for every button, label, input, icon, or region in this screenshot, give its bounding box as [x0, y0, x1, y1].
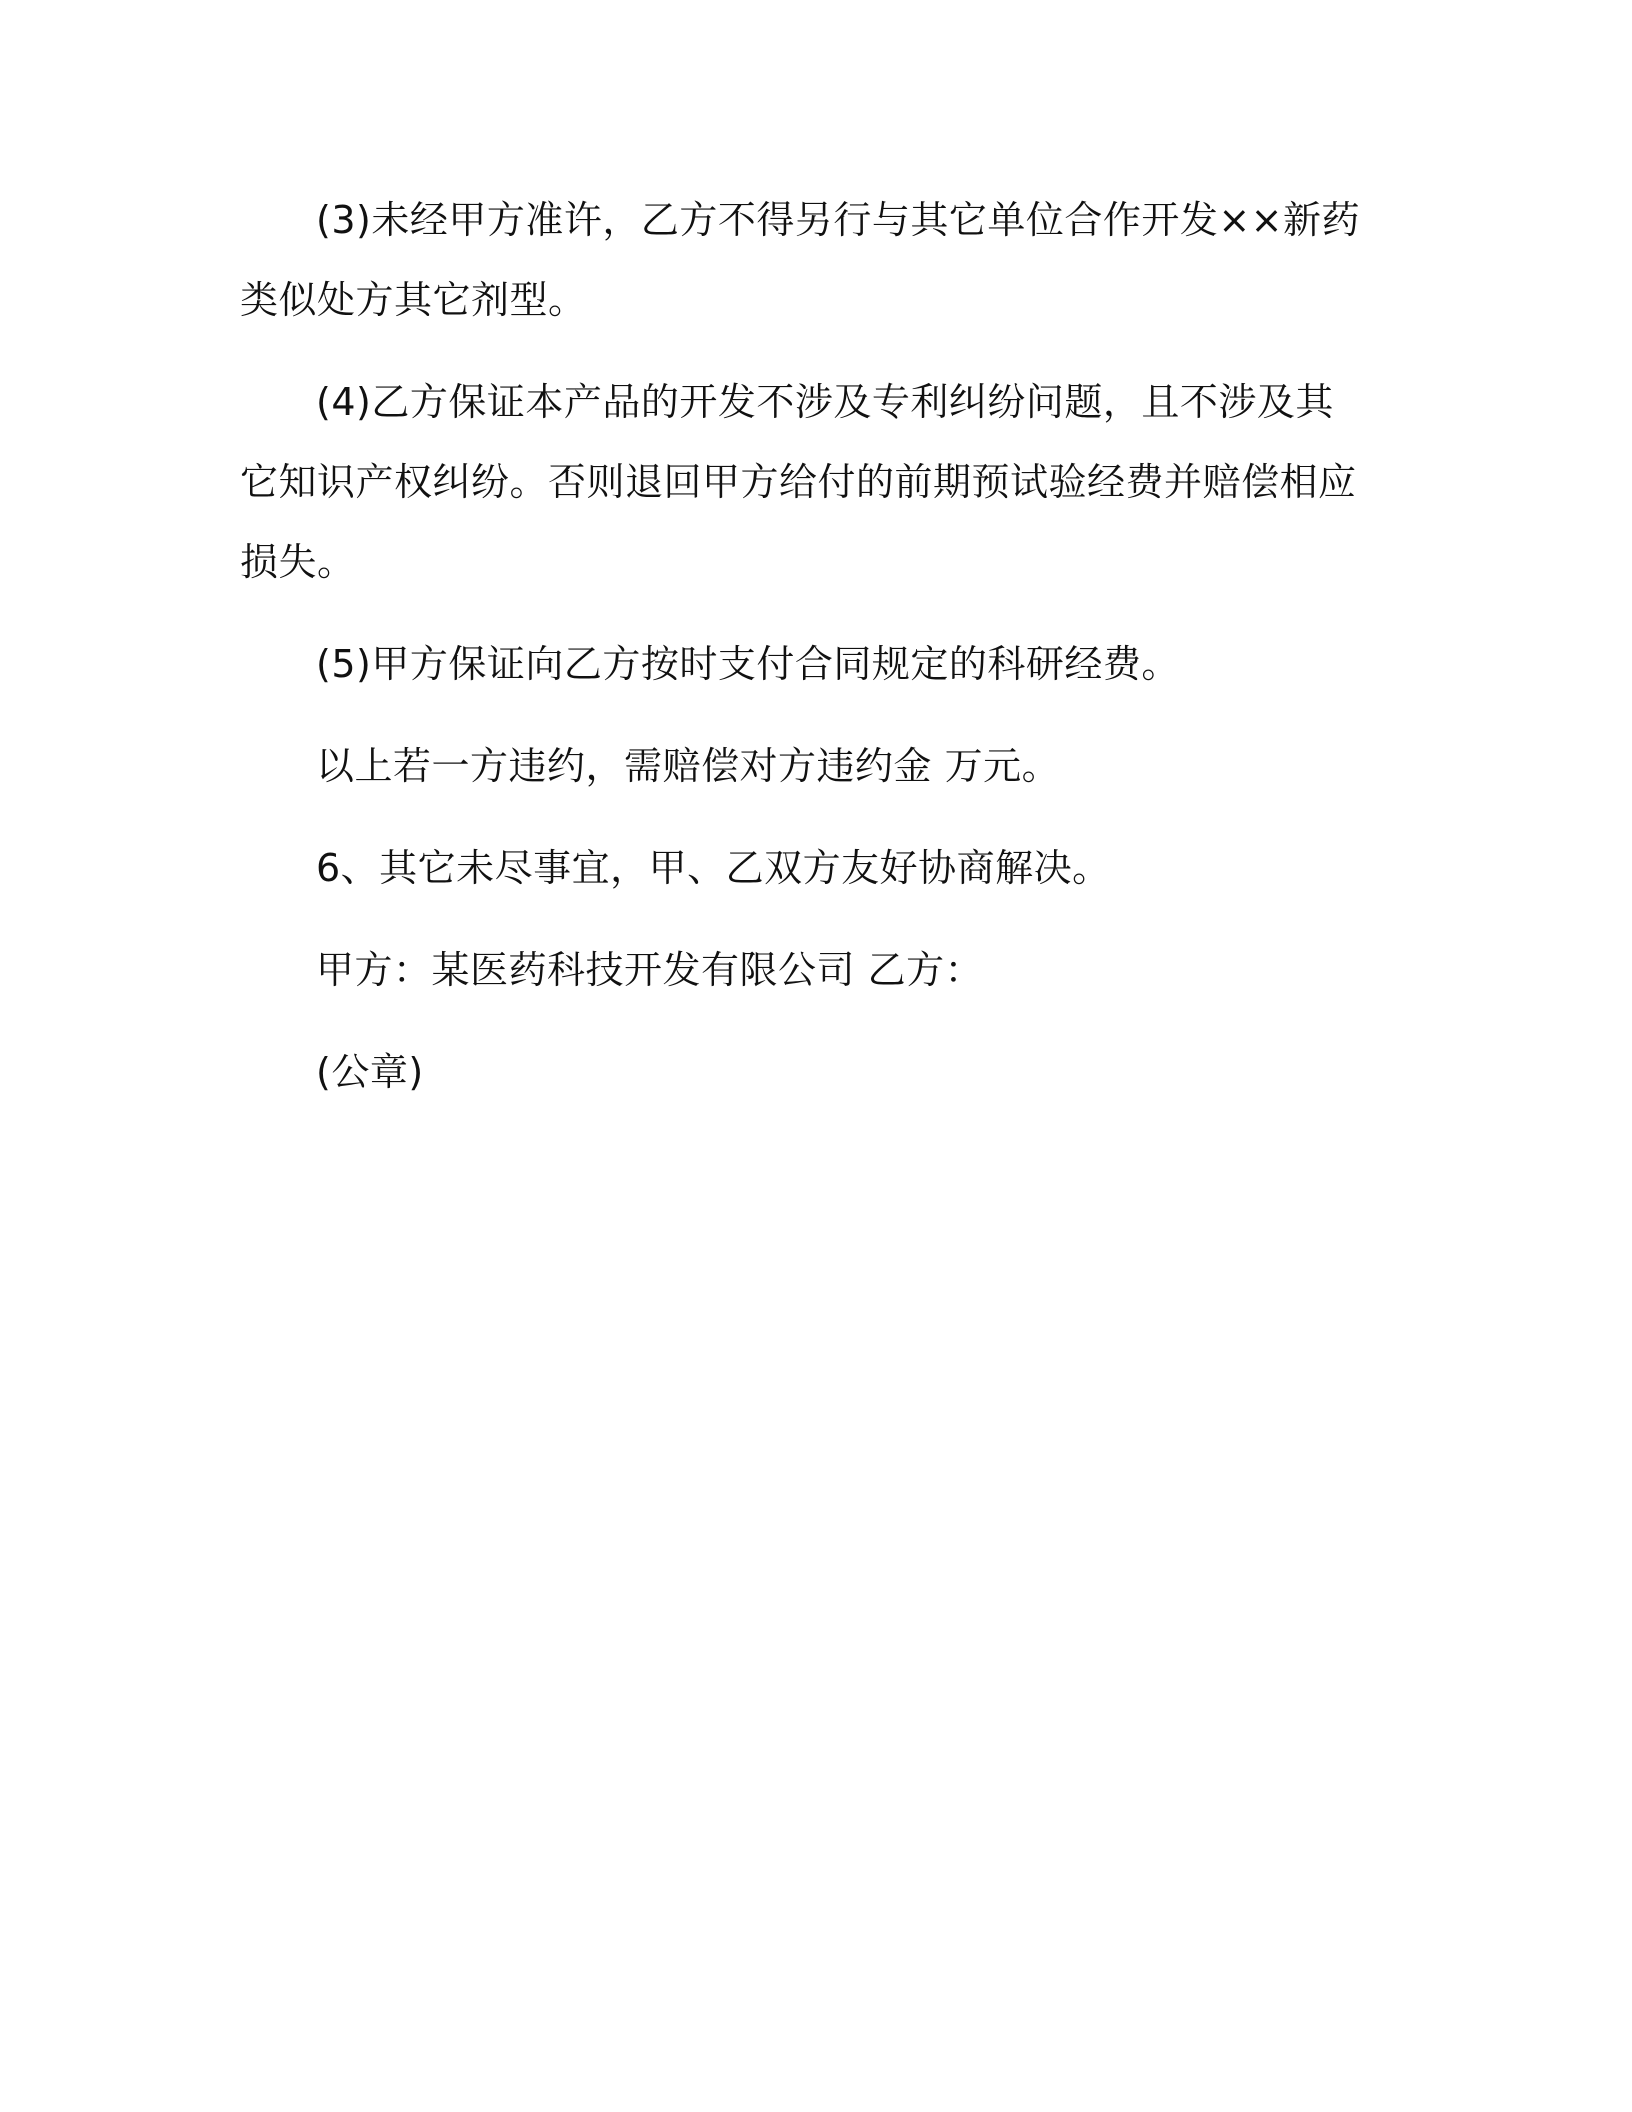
signatory-line: 甲方：某医药科技开发有限公司 乙方：	[316, 948, 984, 992]
breach-penalty-paragraph: 以上若一方违约，需赔偿对方违约金 万元。	[316, 744, 1061, 788]
clause-5-paragraph: (5)甲方保证向乙方按时支付合同规定的科研经费。	[316, 642, 1180, 686]
clause-6-paragraph: 6、其它未尽事宜，甲、乙双方友好协商解决。	[316, 846, 1111, 890]
official-seal-label: (公章)	[316, 1050, 424, 1094]
clause-4-paragraph: (4)乙方保证本产品的开发不涉及专利纠纷问题，且不涉及其它知识产权纠纷。否则退回甲方给付的前期预试验经费并赔偿相应损失。	[240, 380, 1357, 584]
clause-3-paragraph: (3)未经甲方准许，乙方不得另行与其它单位合作开发××新药类似处方其它剂型。	[240, 198, 1361, 322]
document-body	[240, 180, 1365, 1112]
